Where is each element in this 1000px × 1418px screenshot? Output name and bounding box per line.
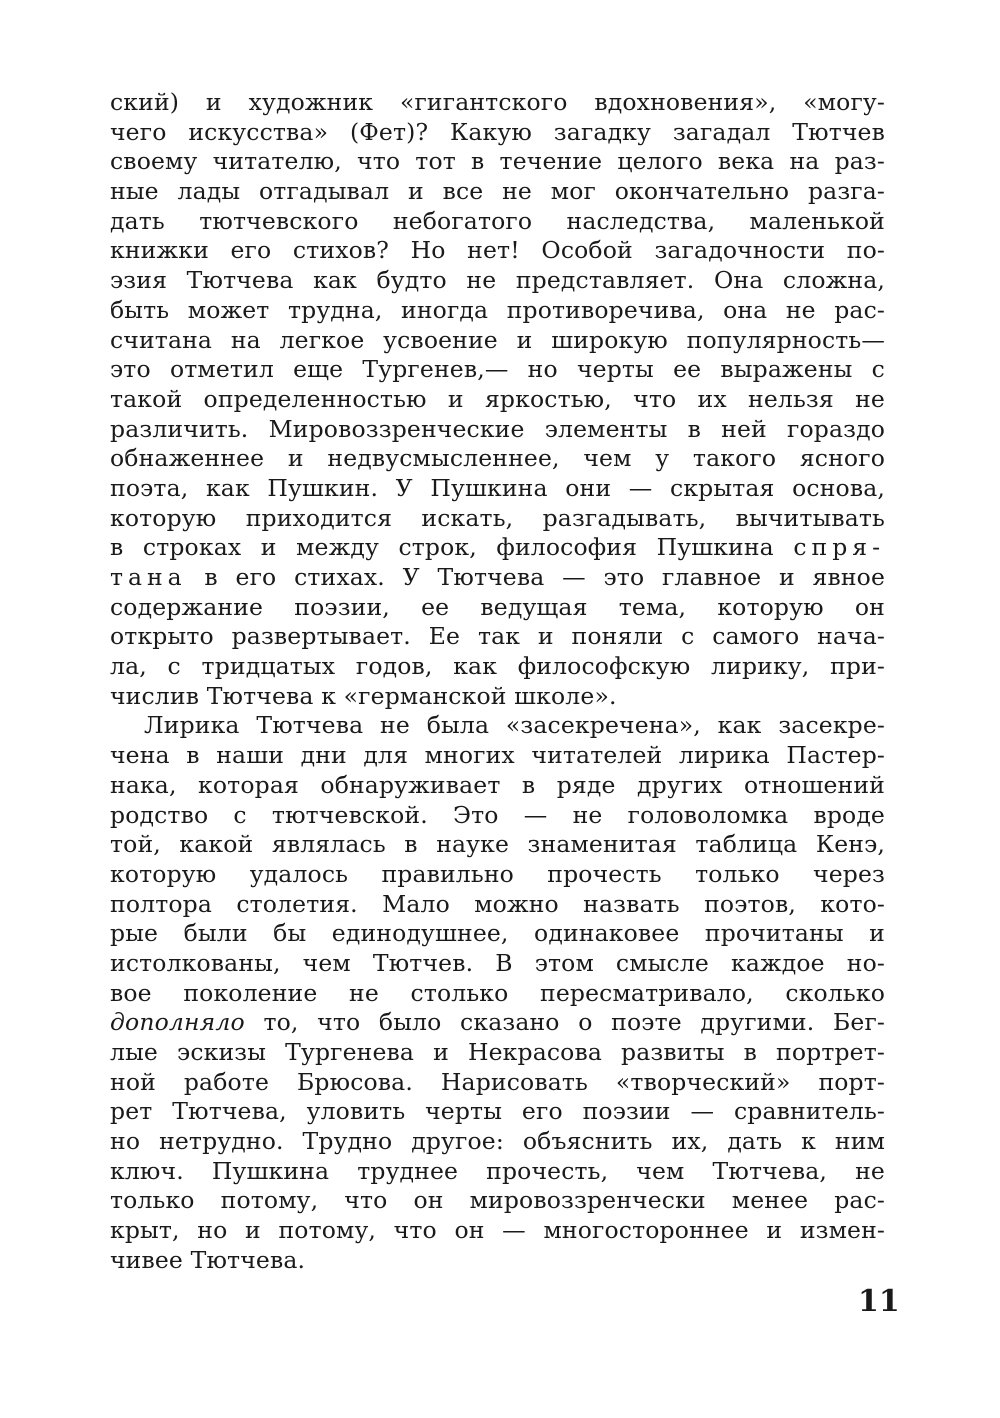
text-line: обнаженнее и недвусмысленнее, чем у такого ясного [110,444,885,473]
text-line: рые были бы единодушнее, одинаковее прочитаны и [110,919,885,948]
text-line: лые эскизы Тургенева и Некрасова развиты в портрет- [110,1038,885,1066]
text-line: полтора столетия. Мало можно назвать поэтов, кото- [110,889,885,918]
text-line: чена в наши дни для многих читателей лирика Пастер- [110,741,885,770]
body-text [110,88,885,1276]
text-line: только потому, что он мировоззренчески менее рас- [110,1186,885,1215]
text-line: такой определенностью и яркостью, что их нельзя не [110,384,885,413]
text-line: числив Тютчева к «германской школе». [110,681,617,710]
text-line [110,1008,885,1038]
text-line: это отметил еще Тургенев,— но черты ее выражены с [110,355,885,384]
text-line [110,533,885,563]
text-line: ной работе Брюсова. Нарисовать «творческий» порт- [110,1067,885,1096]
text-line: которую приходится искать, разгадывать, вычитывать [110,503,885,532]
page-number: 11 [858,1284,900,1319]
text-line: ные лады отгадывал и все не мог окончательно разга- [110,177,885,206]
text-line: эзия Тютчева как будто не представляет. Она сложна, [110,266,885,295]
text-line: поэта, как Пушкин. У Пушкина они — скрытая основа, [110,473,885,502]
text-line: ла, с тридцатых годов, как философскую лирику, при- [110,652,885,681]
text-line: вое поколение не столько пересматривало, сколько [110,978,885,1007]
text-line: различить. Мировоззренческие элементы в ней гораздо [110,414,885,443]
text-line: той, какой являлась в науке знаменитая таблица Кенэ, [110,830,885,859]
text-line: крыт, но и потому, что он — многостороннее и измен- [110,1216,885,1245]
text-line: истолкованы, чем Тютчев. В этом смысле каждое но- [110,948,885,977]
text-line: своему читателю, что тот в течение целого века на раз- [110,147,885,176]
text-line: но нетрудно. Трудно другое: объяснить их, дать к ним [110,1127,885,1156]
text-line: дать тютчевского небогатого наследства, маленькой [110,206,885,235]
text-line: ключ. Пушкина труднее прочесть, чем Тютчева, не [110,1156,885,1185]
text-line: считана на легкое усвоение и широкую популярность— [110,325,885,354]
text-line: чивее Тютчева. [110,1245,306,1274]
emphasized-word: спря- [793,533,886,562]
emphasized-word: тана [110,563,187,591]
italic-word: дополняло [110,1008,245,1037]
text-line: ский) и художник «гигантского вдохновения», «могу- [110,88,885,116]
text-segment: в строках и между строк, философия Пушкина [110,533,774,562]
text-line: нака, которая обнаруживает в ряде других отношений [110,770,885,799]
text-line: рет Тютчева, уловить черты его поэзии — сравнитель- [110,1097,885,1126]
text-segment: то, что было сказано о поэте другими. Бег- [263,1008,885,1037]
text-line: родство с тютчевской. Это — не головоломка вроде [110,800,885,829]
text-line: которую удалось правильно прочесть только через [110,859,885,888]
text-line: чего искусства» (Фет)? Какую загадку загадал Тютчев [110,117,885,146]
text-line: содержание поэзии, ее ведущая тема, которую он [110,592,885,621]
text-line: открыто развертывает. Ее так и поняли с самого нача- [110,622,885,651]
text-line: книжки его стихов? Но нет! Особой загадочности по- [110,236,885,265]
text-segment: в его стихах. У Тютчева — это главное и явное [204,563,886,591]
text-line: быть может трудна, иногда противоречива, она не рас- [110,295,885,324]
text-line [110,563,885,593]
text-line: Лирика Тютчева не была «засекречена», как засекре- [144,711,885,740]
